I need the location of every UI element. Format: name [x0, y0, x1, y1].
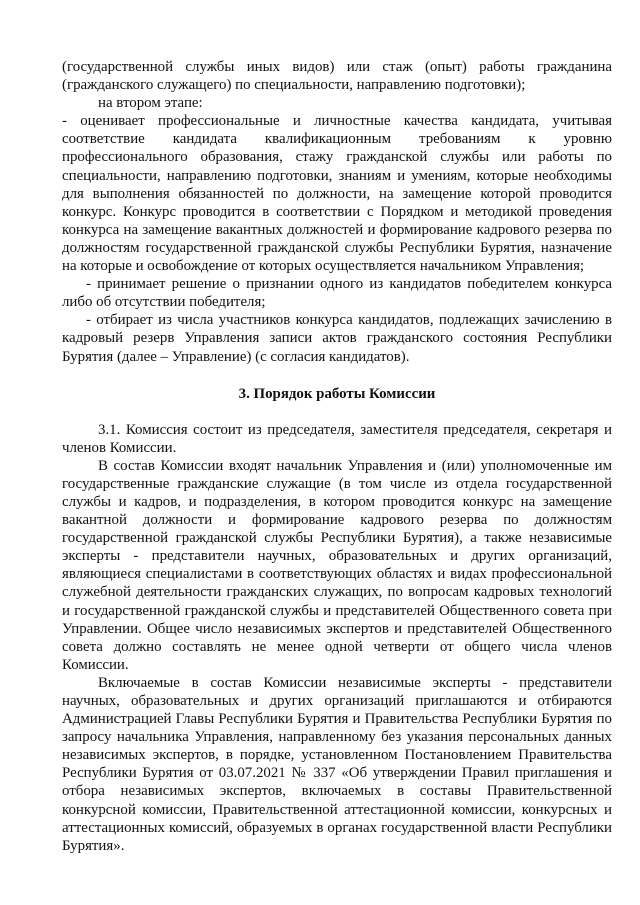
paragraph-selects-reserve: - отбирает из числа участников конкурса кандидатов, подлежащих зачислению в кадровый резерв Управления записи актов гражданского состояния Республики Бурятия (далее – Управление) (с согласия кандидатов). — [62, 312, 612, 365]
paragraph-independent-experts: Включаемые в состав Комиссии независимые эксперты - представители научных, образовательных и других организаций приглашаются и отбираются Администрацией Главы Республики Бурятия и Правительства Республики Бурятия по запросу начальника Управления, направленному без указания персональных данных независимых экспертов, в порядке, установленном Постановлением Правительства Республики Бурятия от 03.07.2021 № 337 «Об утверждении Правил приглашения и отбора независимых экспертов, включаемых в составы Правительственной конкурсной комиссии, Правительственной аттестационной комиссии, конкурсных и аттестационных комиссий, образуемых в органах государственной власти Республики Бурятия». — [62, 674, 612, 854]
paragraph-evaluates: - оценивает профессиональные и личностные качества кандидата, учитывая соответствие кандидата квалификационным требованиям к уровню профессионального образования, стажу гражданской службы или работы по специальности, направлению подготовки, знаниям и умениям, которые необходимы для выполнения обязанностей по должности, на замещение которой проводится конкурс. Конкурс проводится в соответствии с Порядком и методикой проведения конкурса на замещение вакантных должностей и формирование кадрового резерва по должностям государственной гражданской службы Республики Бурятия, назначение на которые и освобождение от которых осуществляется начальником Управления; — [62, 113, 612, 275]
paragraph-decision: - принимает решение о признании одного из кандидатов победителем конкурса либо об отсутствии победителя; — [62, 276, 612, 311]
paragraph-commission-members: В состав Комиссии входят начальник Управления и (или) уполномоченные им государственные гражданские служащие (в том числе из отдела государственной службы и кадров, и подразделения, в котором проводится конкурс на замещение вакантной должности и формирование кадрового резерва по должностям государственной гражданской службы Республики Бурятия), а также независимые эксперты - представители научных, образовательных и других организаций, являющиеся специалистами в соответствующих областях и видах профессиональной служебной деятельности гражданских служащих, по вопросам кадровых технологий и государственной гражданской службы и представителей Общественного совета при Управлении. Общее число независимых экспертов и представителей Общественного совета должно составлять не менее одной четверти от общего числа членов Комиссии. — [62, 457, 612, 673]
paragraph-second-stage: на втором этапе: — [98, 95, 203, 112]
paragraph-3-1: 3.1. Комиссия состоит из председателя, заместителя председателя, секретаря и членов Комиссии. — [62, 421, 612, 456]
paragraph-continuation: (государственной службы иных видов) или стаж (опыт) работы гражданина (гражданского служащего) по специальности, направлению подготовки); — [62, 59, 612, 94]
section-heading: 3. Порядок работы Комиссии — [238, 385, 436, 402]
